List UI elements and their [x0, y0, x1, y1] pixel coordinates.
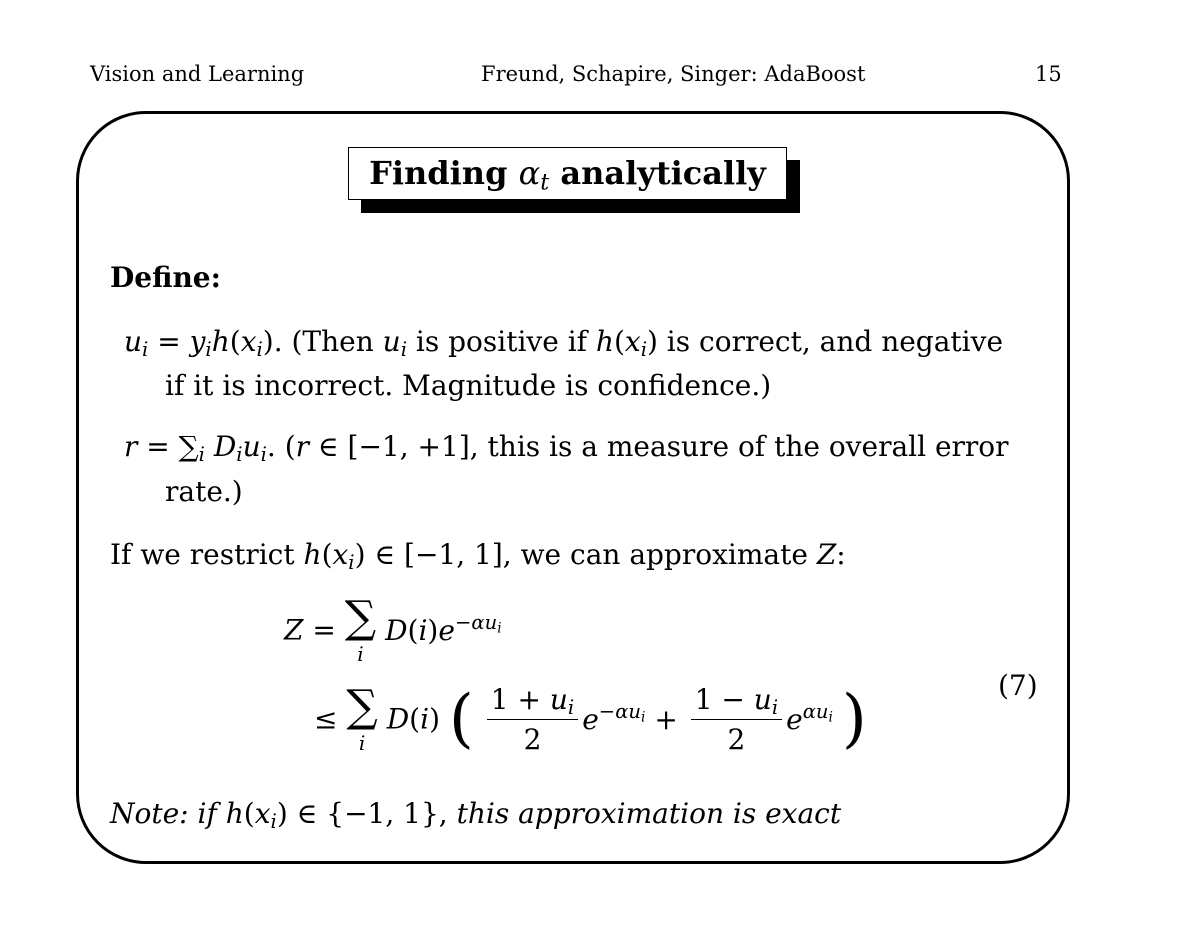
title-subscript: t: [540, 169, 550, 196]
page-number: 15: [1035, 62, 1062, 86]
title-symbol: α: [518, 154, 541, 192]
title-suffix: analytically: [560, 154, 766, 192]
note-sentence: Note: if $h(x_i)$ ∈ {−1, 1}, this approximation is exact: [110, 797, 842, 833]
equation-line-1: Z = ∑ i $D(i)e^{-\alpha u_i}$: [284, 592, 502, 666]
restrict-sentence: If we restrict $h(x_i)$ ∈ [−1, 1], we can approximate Z:: [110, 538, 846, 574]
slide-title: [348, 147, 787, 200]
slide-title-box: [348, 147, 787, 200]
r-definition-continued: rate.): [165, 475, 243, 508]
equation-line-2: ≤ ∑ i D(i) ( $\frac{1 + u_i}{2}$ $e^{-\alpha u_i}$ + $\frac{1 - u_i}{2}$ $e^{\alpha u_i}$ ): [314, 681, 867, 756]
u-definition: $u_i = y_ih(x_i)$. (Then $u_i$ is positive if $h(x_i)$ is correct, and negative: [124, 325, 1004, 361]
running-header-left: Vision and Learning: [90, 62, 305, 86]
equation-number: (7): [998, 669, 1038, 702]
running-header-center: Freund, Schapire, Singer: AdaBoost: [481, 62, 866, 86]
r-definition: $r = \sum_i$ $D_iu_i$. (r ∈ [−1, +1], this is a measure of the overall error: [124, 430, 1009, 466]
define-label: Define:: [110, 261, 221, 294]
title-prefix: Finding: [369, 154, 508, 192]
u-definition-continued: if it is incorrect. Magnitude is confidence.): [165, 369, 772, 402]
